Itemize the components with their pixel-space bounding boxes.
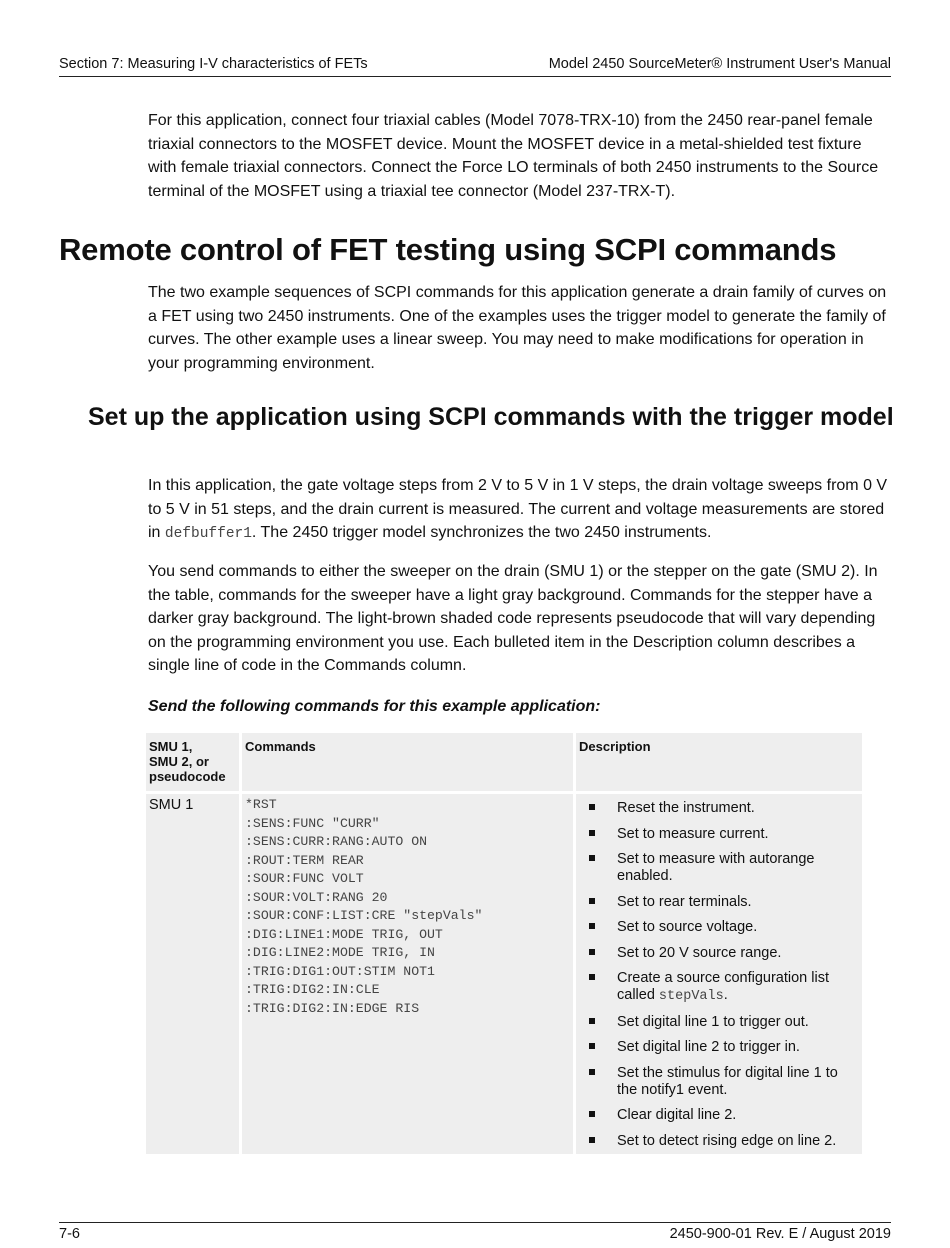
table-header-row [146, 733, 862, 791]
command-line: :SENS:CURR:RANG:AUTO ON [245, 834, 428, 849]
bullet-icon [589, 898, 595, 904]
sub-paragraph-1 [148, 474, 893, 547]
header-section-title: Section 7: Measuring I-V characteristics of FETs [59, 56, 368, 72]
command-line: :SOUR:VOLT:RANG 20 [245, 889, 388, 905]
description-text: Set to detect rising edge on line 2. [617, 1132, 837, 1149]
list-item [579, 800, 859, 817]
config-list-name: stepVals [658, 989, 724, 1004]
description-text: Create a source configuration list called [617, 970, 829, 1003]
command-line: :SOUR:FUNC VOLT [245, 871, 364, 886]
description-text: Set digital line 1 to trigger out. [617, 1013, 809, 1030]
description-text: Clear digital line 2. [617, 1107, 737, 1123]
buffer-name: defbuffer1 [164, 526, 252, 543]
list-item [579, 894, 859, 911]
bullet-icon [589, 923, 595, 929]
list-item [579, 1133, 859, 1150]
command-line: :TRIG:DIG2:IN:CLE [245, 982, 380, 997]
subsection-heading: Set up the application using SCPI commands with the trigger model [88, 403, 894, 431]
list-item [579, 851, 859, 885]
header-commands: Commands [242, 733, 573, 791]
table-row [146, 794, 862, 1154]
list-item [579, 945, 859, 962]
list-item [579, 1039, 859, 1056]
command-line: *RST [245, 797, 277, 812]
page-number: 7-6 [59, 1226, 80, 1242]
row-source: SMU 1 [146, 794, 239, 1154]
bullet-icon [589, 1111, 595, 1117]
header-source: SMU 1, SMU 2, or pseudocode [146, 733, 239, 791]
page-footer [59, 1222, 891, 1242]
list-item [579, 826, 859, 843]
command-line: :TRIG:DIG1:OUT:STIM NOT1 [245, 963, 435, 979]
bullet-icon [589, 804, 595, 810]
description-list [579, 800, 859, 1150]
section-paragraph: The two example sequences of SCPI commands for this application generate a drain family of curves on a FET using two 2450 instruments. One of the examples uses the trigger model to generate the family of curves. The other example uses a linear sweep. You may need to make modifications for operation in your programming environment. [148, 284, 887, 372]
command-line: :TRIG:DIG2:IN:EDGE RIS [245, 1000, 420, 1016]
list-item [579, 919, 859, 936]
bullet-icon [589, 1018, 595, 1024]
sub-paragraph-2: You send commands to either the sweeper on the drain (SMU 1) or the stepper on the gate (SMU 2). In the table, commands for the sweeper have a light gray background. Commands for the stepper have a darker gray background. The light-brown shaded code represents pseudocode that will vary depending on the programming environment you use. Each bulleted item in the Description column describes a single line of code in the Commands column. [148, 563, 878, 675]
description-text: Set to measure with autorange enabled. [617, 851, 815, 884]
header-manual-title: Model 2450 SourceMeter® Instrument User's Manual [548, 56, 891, 72]
list-item [579, 1107, 859, 1124]
list-item [579, 1065, 859, 1099]
row-commands [242, 794, 573, 1154]
intro-paragraph: For this application, connect four triaxial cables (Model 7078-TRX-10) from the 2450 rear-panel female triaxial connectors to the MOSFET device. Mount the MOSFET device in a metal-shielded test fixture with female triaxial connectors. Connect the Force LO terminals of both 2450 instruments to the Source terminal of the MOSFET using a triaxial tee connector (Model 237-TRX-T). [148, 112, 879, 200]
bullet-icon [589, 1069, 595, 1075]
command-line: :DIG:LINE1:MODE TRIG, OUT [245, 926, 443, 942]
document-revision: 2450-900-01 Rev. E / August 2019 [669, 1226, 891, 1242]
sub-paragraph-1-text-end: . The 2450 trigger model synchronizes the two 2450 instruments. [251, 524, 712, 542]
list-item [579, 970, 859, 1005]
command-line: :SENS:FUNC "CURR" [245, 815, 380, 831]
row-descriptions [576, 794, 862, 1154]
description-text: Reset the instrument. [617, 800, 755, 816]
list-item [579, 1014, 859, 1031]
description-text: Set the stimulus for digital line 1 to the notify1 event. [617, 1064, 838, 1098]
page-header [59, 56, 891, 77]
command-line: :DIG:LINE2:MODE TRIG, IN [245, 945, 435, 960]
description-period: . [723, 987, 728, 1003]
bullet-icon [589, 949, 595, 955]
header-description: Description [576, 733, 862, 791]
bullet-icon [589, 830, 595, 836]
description-text: Set to rear terminals. [617, 893, 752, 910]
section-heading: Remote control of FET testing using SCPI commands [59, 232, 837, 267]
table-caption: Send the following commands for this example application: [148, 698, 601, 715]
description-text: Set to 20 V source range. [617, 944, 782, 961]
commands-table [143, 730, 865, 1157]
bullet-icon [589, 1137, 595, 1143]
description-text: Set to measure current. [617, 825, 769, 842]
bullet-icon [589, 1043, 595, 1049]
sub-paragraph-1-text: In this application, the gate voltage steps from 2 V to 5 V in 1 V steps, the drain voltage sweeps from 0 V to 5 V in 51 steps, and the drain current is measured. The current and voltage measurements are stored in [148, 477, 888, 542]
command-line: :ROUT:TERM REAR [245, 852, 364, 868]
bullet-icon [589, 974, 595, 980]
bullet-icon [589, 855, 595, 861]
command-line: :SOUR:CONF:LIST:CRE "stepVals" [245, 908, 483, 923]
description-text: Set to source voltage. [617, 919, 758, 935]
description-text: Set digital line 2 to trigger in. [617, 1039, 800, 1055]
